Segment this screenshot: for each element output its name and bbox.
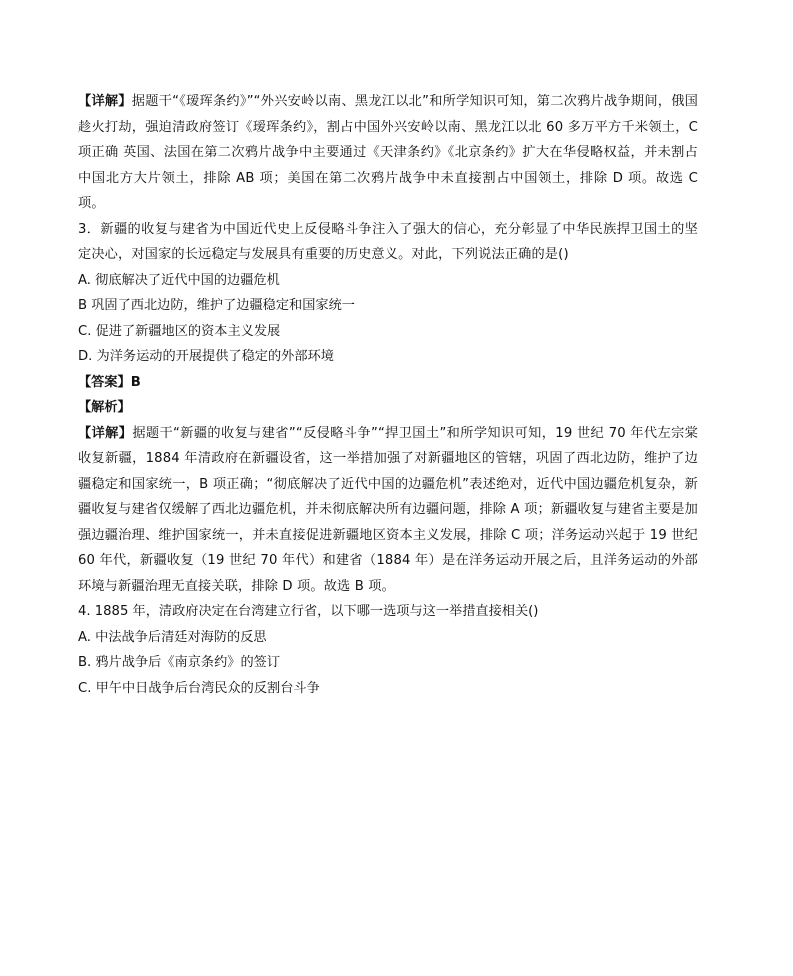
question-3-stem: 3．新疆的收复与建省为中国近代史上反侵略斗争注入了强大的信心，充分彰显了中华民族捍卫国土的坚定决心，对国家的长远稳定与发展具有重要的历史意义。对此，下列说法正确的是()	[78, 221, 698, 262]
detail-tag: 【详解】	[78, 94, 132, 109]
question-4-stem: 4. 1885 年，清政府决定在台湾建立行省，以下哪一选项与这一举措直接相关()	[78, 604, 539, 619]
analysis-heading	[78, 395, 698, 421]
question-3-option-a: A. 彻底解决了近代中国的边疆危机	[78, 272, 280, 288]
answer-tag: 【答案】	[78, 374, 131, 390]
detail-text: 据题干“《瑷珲条约》”“外兴安岭以南、黑龙江以北”和所学知识可知，第二次鸦片战争期间，俄国趁火打劫，强迫清政府签订《瑷珲条约》，割占中国外兴安岭以南、黑龙江以北 60 多万平方千米领土，C 项正确 英国、法国在第二次鸦片战争中主要通过《天津条约》《北京条约》扩大在华侵略权益，并未割占中国北方大片领土，排除 AB 项；美国在第二次鸦片战争中未直接割占中国领土，排除 D 项。故选 C 项。	[78, 94, 699, 211]
question-3-option-c: C. 促进了新疆地区的资本主义发展	[78, 323, 281, 339]
question-4-option-b: B. 鸦片战争后《南京条约》的签订	[78, 655, 281, 670]
detail-paragraph-q2	[78, 89, 698, 217]
question-3-option-b: B 巩固了西北边防，维护了边疆稳定和国家统一	[78, 298, 355, 313]
answer-value: B	[130, 374, 141, 390]
question-4-option-c: C. 甲午中日战争后台湾民众的反割台斗争	[78, 680, 320, 696]
answer-line	[78, 370, 698, 396]
detail-tag-q3: 【详解】	[78, 425, 133, 441]
detail-paragraph-q3	[78, 421, 698, 600]
detail-text-q3: 据题干“新疆的收复与建省”“反侵略斗争”“捍卫国土”和所学知识可知，19 世纪 70 年代左宗棠收复新疆，1884 年清政府在新疆设省，这一举措加强了对新疆地区的管辖，巩固了西北边防，维护了边疆稳定和国家统一，B 项正确；“彻底解决了近代中国的边疆危机”表述绝对，近代中国边疆危机复杂，新疆收复与建省仅缓解了西北边疆危机，并未彻底解决所有边疆问题，排除 A 项；新疆收复与建省主要是加强边疆治理、维护国家统一，并未直接促进新疆地区资本主义发展，排除 C 项；洋务运动兴起于 19 世纪 60 年代，新疆收复（19 世纪 70 年代）和建省（1884 年）是在洋务运动开展之后，且洋务运动的外部环境与新疆治理无直接关联，排除 D 项。故选 B 项。	[78, 425, 698, 594]
analysis-tag: 【解析】	[78, 400, 131, 415]
question-3-option-d: D. 为洋务运动的开展提供了稳定的外部环境	[78, 349, 334, 364]
question-4-option-a: A. 中法战争后清廷对海防的反思	[78, 629, 267, 645]
